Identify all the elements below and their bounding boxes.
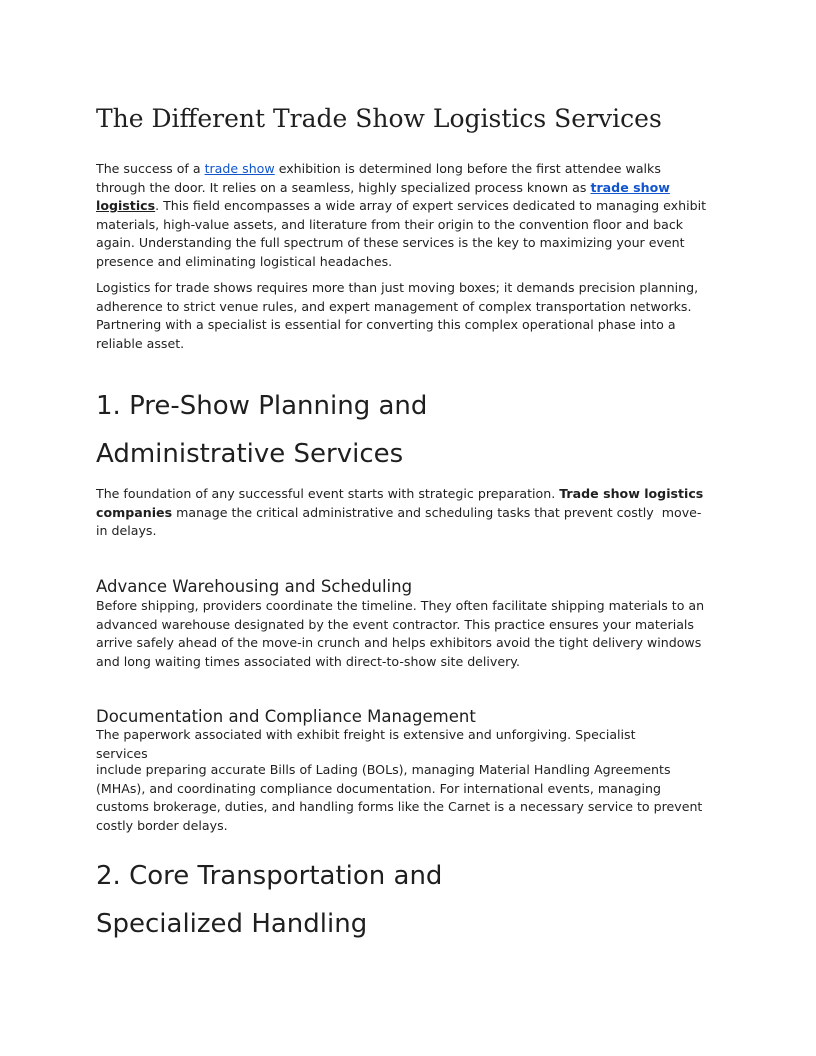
documentation-paragraph-b: include preparing accurate Bills of Lading (BOLs), managing Material Handling Agreements (MHAs), and coordinating compliance documentation. For international events, managing customs brokerage, duties, and handling forms like the Carnet is a necessary service to prevent costly border delays.: [96, 762, 703, 833]
section-1-heading-line-1: 1. Pre-Show Planning and: [96, 391, 428, 421]
page-title: The Different Trade Show Logistics Services: [96, 104, 662, 133]
section-1-text-start: The foundation of any successful event starts with strategic preparation.: [96, 486, 560, 501]
documentation-paragraph-a: The paperwork associated with exhibit freight is extensive and unforgiving. Specialist services: [96, 727, 636, 761]
intro-paragraph-1: [96, 160, 712, 271]
section-1-bold-text: Trade show logistics companies: [96, 486, 704, 520]
intro-paragraph-2: Logistics for trade shows requires more than just moving boxes; it demands precision planning, adherence to strict venue rules, and expert management of complex transportation networks. Partnering with a specialist is essential for converting this complex operational phase into a reliable asset.: [96, 280, 699, 351]
section-1-text-end: manage the critical administrative and scheduling tasks that prevent costly move-in delays.: [96, 504, 702, 538]
intro-text-mid: exhibition is determined long before the first attendee walks through the door. It relies on a seamless, highly specialized process known as: [96, 161, 661, 195]
trade-show-logistics-link-part2: logistics: [96, 198, 156, 213]
subheading-advance-warehousing: Advance Warehousing and Scheduling: [96, 577, 413, 596]
trade-show-logistics-link-part1: trade show: [590, 179, 670, 195]
section-1-paragraph: [96, 485, 712, 541]
subheading-documentation-compliance: Documentation and Compliance Management: [96, 707, 476, 726]
advance-warehousing-paragraph: Before shipping, providers coordinate the timeline. They often facilitate shipping materials to an advanced warehouse designated by the event contractor. This practice ensures your materials arrive safely ahead of the move-in crunch and helps exhibitors avoid the tight delivery windows and long waiting times associated with direct-to-show site delivery.: [96, 598, 705, 669]
section-1-heading-line-2: Administrative Services: [96, 439, 404, 469]
trade-show-link[interactable]: trade show: [204, 161, 275, 176]
intro-text-end: . This field encompasses a wide array of expert services dedicated to managing exhibit materials, high-value assets, and literature from their origin to the convention floor and back again. Understanding the full spectrum of these services is the key to maximizing your event presence and eliminating logistical headaches.: [96, 198, 707, 269]
section-2-heading-line-1: 2. Core Transportation and: [96, 861, 443, 891]
intro-text-start: The success of a: [96, 161, 205, 176]
section-2-heading-line-2: Specialized Handling: [96, 909, 368, 939]
